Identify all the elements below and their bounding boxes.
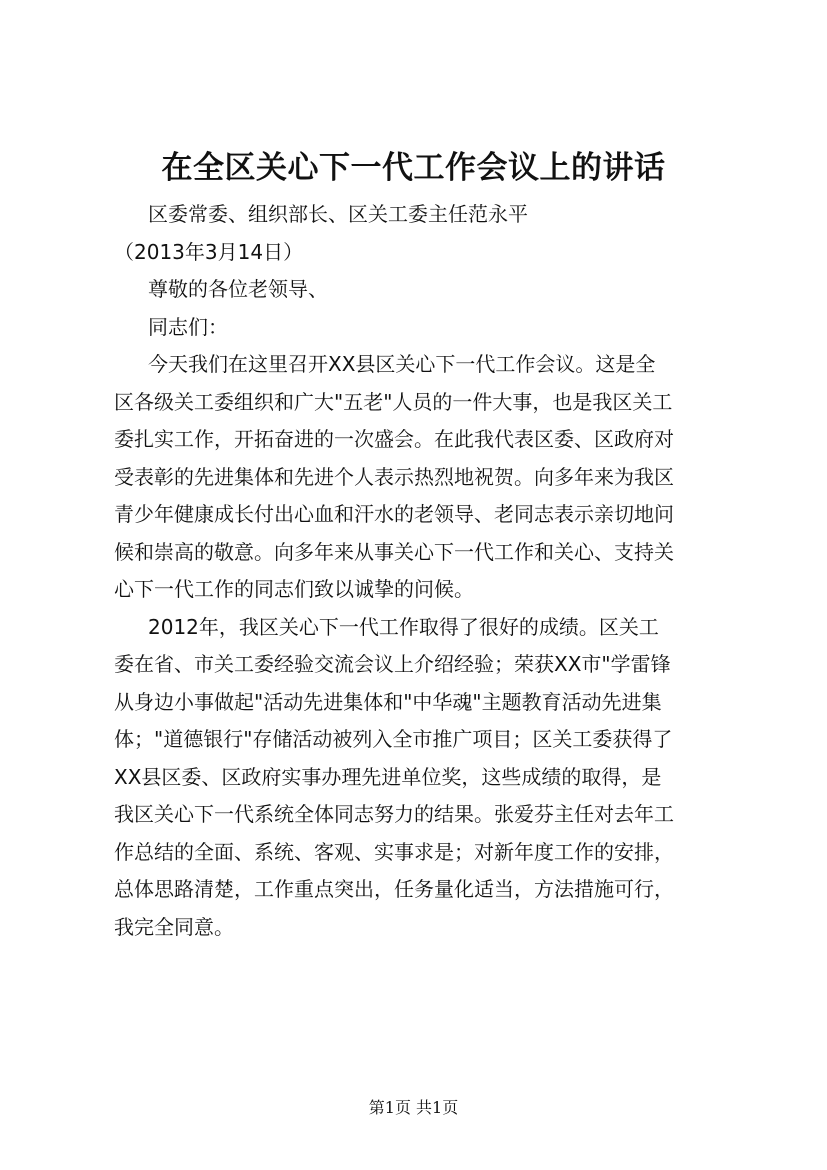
paragraph-1 (114, 346, 724, 609)
paragraph-line: 青少年健康成长付出心血和汗水的老领导、老同志表示亲切地问 (114, 502, 674, 526)
paragraph-line: 我区关心下一代系统全体同志努力的结果。张爱芬主任对去年工 (114, 802, 674, 826)
paragraph-line: 体；"道德银行"存储活动被列入全市推广项目；区关工委获得了 (114, 727, 673, 751)
paragraph-line: 区各级关工委组织和广大"五老"人员的一件大事，也是我区关工 (114, 389, 673, 414)
paragraph-line: 委在省、市关工委经验交流会议上介绍经验；荣获XX市"学雷锋 (114, 652, 671, 676)
speaker-line: 区委常委、组织部长、区关工委主任范永平 (148, 202, 528, 226)
document-title: 在全区关心下一代工作会议上的讲话 (161, 150, 666, 186)
paragraph-line: 我完全同意。 (114, 914, 234, 939)
paragraph-line: 作总结的全面、系统、客观、实事求是；对新年度工作的安排， (114, 839, 674, 864)
paragraph-line: 候和崇高的敬意。向多年来从事关心下一代工作和关心、支持关 (114, 539, 674, 564)
paragraph-line: 委扎实工作，开拓奋进的一次盛会。在此我代表区委、区政府对 (114, 427, 674, 451)
paragraph-line: 总体思路清楚，工作重点突出，任务量化适当，方法措施可行， (114, 877, 674, 901)
paragraph-line: 从身边小事做起"活动先进集体和"中华魂"主题教育活动先进集 (114, 689, 662, 714)
paragraph-line: XX县区委、区政府实事办理先进单位奖，这些成绩的取得，是 (114, 764, 662, 789)
paragraph-line: 今天我们在这里召开XX县区关心下一代工作会议。这是全 (148, 352, 656, 376)
salutation-line: 尊敬的各位老领导、 (148, 277, 328, 301)
page-footer: 第1页 共1页 (368, 1098, 459, 1117)
date-line: （2013年3月14日） (114, 239, 304, 264)
document-body (114, 196, 724, 946)
salutation-line: 同志们： (148, 314, 228, 339)
paragraph-line: 受表彰的先进集体和先进个人表示热烈地祝贺。向多年来为我区 (114, 464, 674, 489)
paragraph-2 (114, 609, 724, 947)
paragraph-line: 2012年，我区关心下一代工作取得了很好的成绩。区关工 (148, 614, 659, 639)
paragraph-line: 心下一代工作的同志们致以诚挚的问候。 (114, 577, 474, 601)
